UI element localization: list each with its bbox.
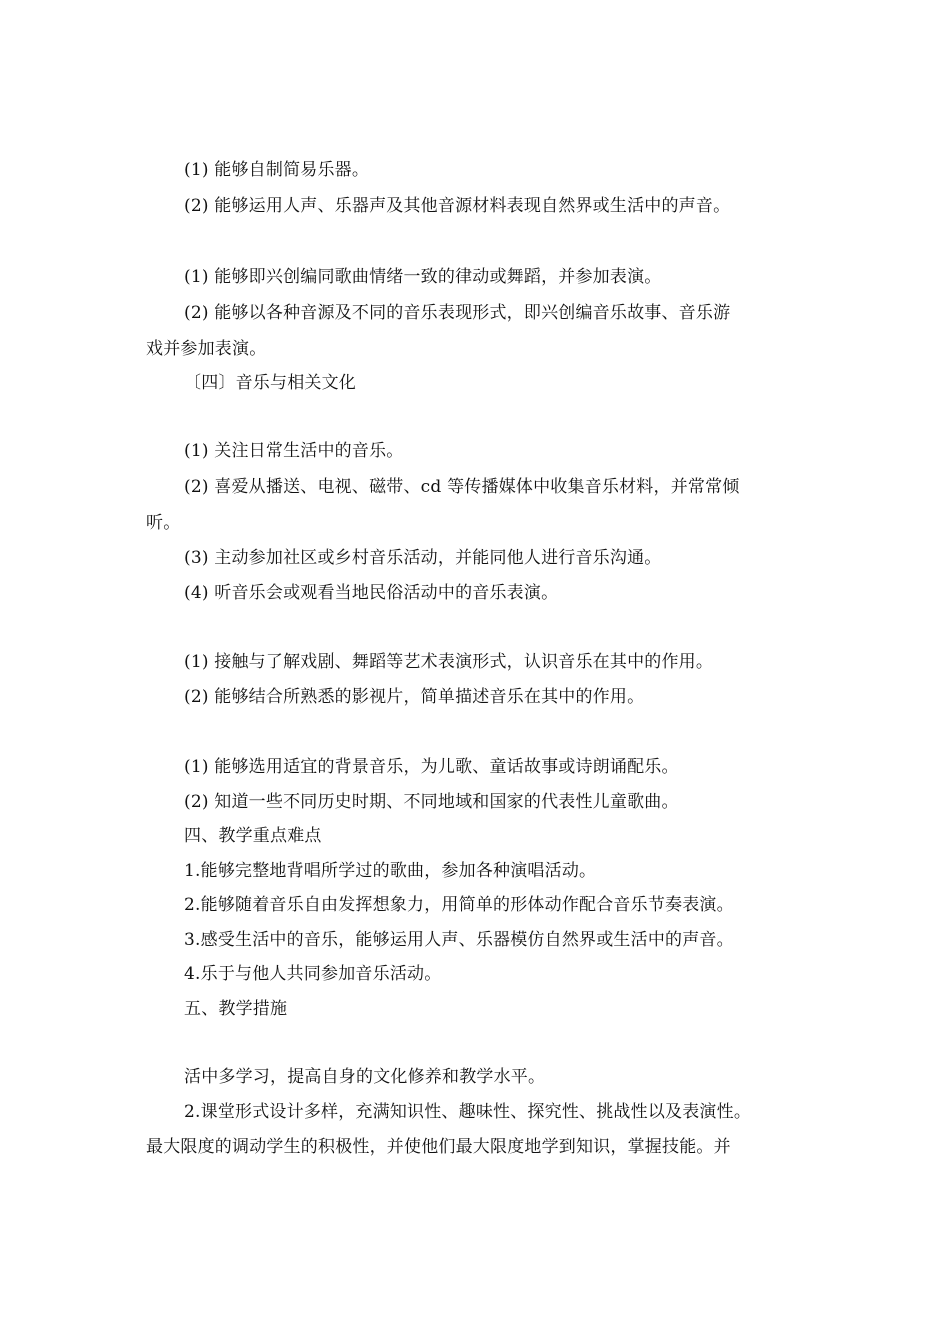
item-improvise-dance: (1) 能够即兴创编同歌曲情绪一致的律动或舞蹈，并参加表演。 (184, 267, 662, 287)
key-point-1: 1.能够完整地背唱所学过的歌曲，参加各种演唱活动。 (184, 861, 597, 881)
measure-2: 2.课堂形式设计多样，充满知识性、趣味性、探究性、挑战性以及表演性。 (184, 1102, 752, 1122)
item-children-songs: (2) 知道一些不同历史时期、不同地域和国家的代表性儿童歌曲。 (184, 792, 679, 812)
item-community-activity: (3) 主动参加社区或乡村音乐活动，并能同他人进行音乐沟通。 (184, 548, 662, 568)
section-heading-culture: 〔四〕音乐与相关文化 (184, 373, 356, 393)
key-point-4: 4.乐于与他人共同参加音乐活动。 (184, 964, 442, 984)
item-make-instruments: (1) 能够自制简易乐器。 (184, 160, 370, 180)
section-heading-key-points: 四、教学重点难点 (184, 826, 322, 846)
item-daily-music: (1) 关注日常生活中的音乐。 (184, 441, 404, 461)
measure-1-cont: 活中多学习，提高自身的文化修养和教学水平。 (184, 1067, 546, 1087)
item-folk-performance: (4) 听音乐会或观看当地民俗活动中的音乐表演。 (184, 583, 559, 603)
item-media-collect-cont: 听。 (146, 513, 181, 533)
item-background-music: (1) 能够选用适宜的背景音乐，为儿歌、童话故事或诗朗诵配乐。 (184, 757, 679, 777)
item-improvise-story: (2) 能够以各种音源及不同的音乐表现形式，即兴创编音乐故事、音乐游 (184, 303, 731, 323)
key-point-3: 3.感受生活中的音乐，能够运用人声、乐器模仿自然界或生活中的声音。 (184, 930, 734, 950)
item-film-music: (2) 能够结合所熟悉的影视片，简单描述音乐在其中的作用。 (184, 687, 645, 707)
item-drama-dance: (1) 接触与了解戏剧、舞蹈等艺术表演形式，认识音乐在其中的作用。 (184, 652, 714, 672)
item-improvise-story-cont: 戏并参加表演。 (146, 339, 267, 359)
key-point-2: 2.能够随着音乐自由发挥想象力，用简单的形体动作配合音乐节奏表演。 (184, 895, 734, 915)
section-heading-measures: 五、教学措施 (184, 999, 288, 1019)
item-media-collect: (2) 喜爱从播送、电视、磁带、cd 等传播媒体中收集音乐材料，并常常倾 (184, 477, 740, 497)
measure-2-cont: 最大限度的调动学生的积极性，并使他们最大限度地学到知识，掌握技能。并 (146, 1137, 731, 1157)
item-express-sounds: (2) 能够运用人声、乐器声及其他音源材料表现自然界或生活中的声音。 (184, 196, 731, 216)
